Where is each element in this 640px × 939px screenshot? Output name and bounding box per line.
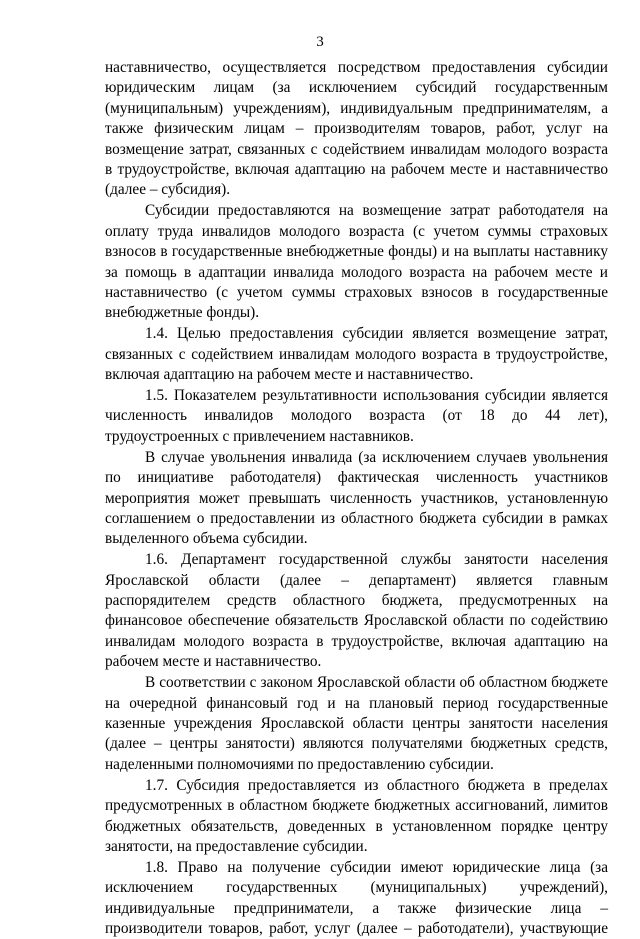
paragraph-subsidy-purpose: Субсидии предоставляются на возмещение затрат работодателя на оплату труда инвалидов молодого возраста (с учетом суммы страховых взносов в государственные внебюджетные фонды) и на выплаты наставнику за помощь в адаптации инвалида молодого возраста на рабочем месте и наставничество (с учетом суммы страховых взносов в государственные внебюджетные фонды). [105, 202, 608, 322]
document-body [105, 58, 608, 939]
paragraph-1-7: 1.7. Субсидия предоставляется из областного бюджета в пределах предусмотренных в областном бюджете бюджетных ассигнований, лимитов бюджетных обязательств, доведенных в установленном порядке центру занятости, на предоставление субсидии. [105, 776, 608, 855]
page-number: 3 [316, 34, 324, 50]
paragraph-1-5: 1.5. Показателем результативности использования субсидии является численность инвалидов молодого возраста (от 18 до 44 лет), трудоустроенных с привлечением наставников. [105, 387, 608, 445]
paragraph-intro-continuation: наставничество, осуществляется посредством предоставления субсидии юридическим лицам (за исключением субсидий государственным (муниципальным) учреждениям), индивидуальным предпринимателям, а также физическим лицам – производителям товаров, работ, услуг на возмещение затрат, связанных с содействием инвалидам молодого возраста в трудоустройстве, включая адаптацию на рабочем месте и наставничество (далее – субсидия). [105, 59, 608, 199]
paragraph-employment-centers: В соответствии с законом Ярославской области об областном бюджете на очередной финансовый год и на плановый период государственные казенные учреждения Ярославской области центры занятости населения (далее – центры занятости) являются получателями бюджетных средств, наделенными полномочиями по предоставлению субсидии. [105, 674, 608, 773]
paragraph-1-6: 1.6. Департамент государственной службы занятости населения Ярославской области (далее – департамент) является главным распорядителем средств областного бюджета, предусмотренных на финансовое обеспечение обязательств Ярославской области по содействию инвалидам молодого возраста в трудоустройстве, включая адаптацию на рабочем месте и наставничество. [105, 551, 608, 671]
paragraph-1-8: 1.8. Право на получение субсидии имеют юридические лица (за исключением государственных (муниципальных) учреждений), индивидуальные предприниматели, а также физические лица – производители товаров, работ, услуг (далее – работодатели), участвующие [105, 858, 608, 938]
paragraph-dismissal-case: В случае увольнения инвалида (за исключением случаев увольнения по инициативе работодателя) фактическая численность участников мероприятия может превышать численность участников, установленную соглашением о предоставлении из областного бюджета субсидии в рамках выделенного объема субсидии. [105, 448, 608, 548]
paragraph-1-4: 1.4. Целью предоставления субсидии является возмещение затрат, связанных с содействием инвалидам молодого возраста в трудоустройстве, включая адаптацию на рабочем месте и наставничество. [105, 325, 608, 384]
